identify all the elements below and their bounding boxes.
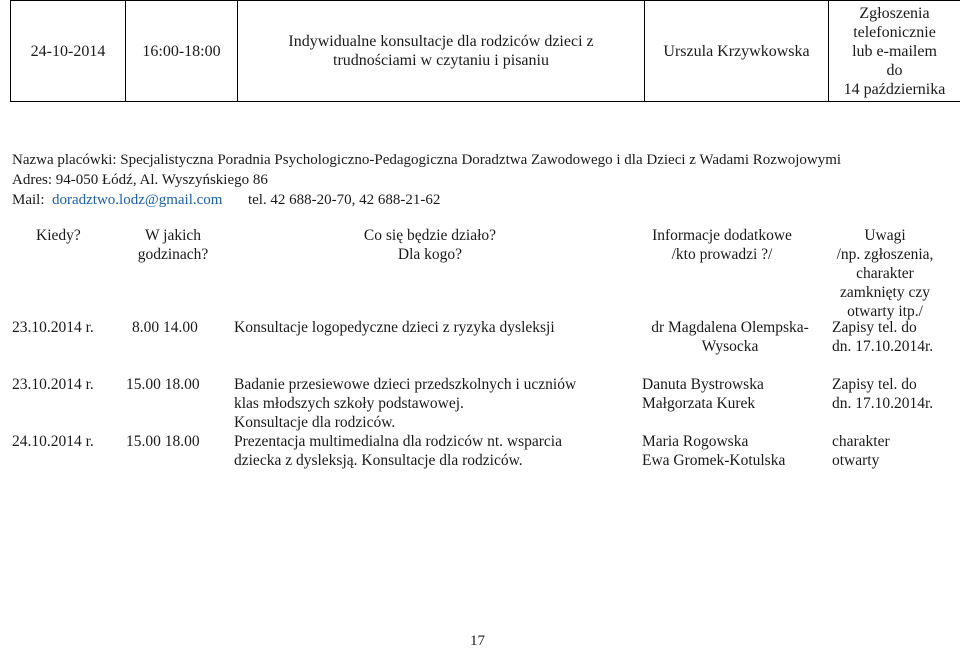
row-description-line: Konsultacje logopedyczne dzieci z ryzyka dysleksji [234, 319, 555, 336]
header-what-line: Co się będzie działo? [363, 227, 497, 244]
header-what [320, 226, 540, 264]
row-notes-line: otwarty [832, 452, 880, 469]
row-lead-line: Maria Rogowska [642, 433, 749, 450]
row-description-line: klas młodszych szkoły podstawowej. [234, 395, 464, 412]
row-notes-line: dn. 17.10.2014r. [832, 338, 934, 355]
signup-line: Zgłoszenia [859, 4, 930, 22]
row-lead-line: Wysocka [701, 338, 759, 355]
row-description-line: Badanie przesiewowe dzieci przedszkolnych i uczniów [234, 376, 577, 393]
row-time: 8.00 14.00 [132, 319, 198, 336]
facility-address-line [12, 170, 268, 190]
facility-name-line [12, 150, 841, 170]
signup-line: 14 października [843, 80, 946, 98]
row-lead [642, 375, 764, 413]
facility-name-label: Nazwa placówki: [12, 152, 117, 168]
facility-contact-line [12, 190, 440, 210]
row-description-line: dziecka z dysleksją. Konsultacje dla rodziców. [234, 452, 523, 469]
event-summary-row [11, 1, 960, 102]
header-notes-line: /np. zgłoszenia, [836, 246, 934, 263]
row-notes [832, 432, 890, 470]
header-hours-line: godzinach? [137, 246, 209, 263]
event-signup [829, 1, 960, 102]
row-notes-line: charakter [832, 433, 890, 450]
facility-phone: tel. 42 688-20-70, 42 688-21-62 [247, 192, 441, 208]
event-date: 24-10-2014 [11, 1, 126, 102]
header-notes-line: otwarty itp./ [847, 303, 923, 320]
row-description-line: Konsultacje dla rodziców. [234, 414, 396, 431]
facility-mail-label: Mail: [12, 192, 45, 208]
event-title-line: Indywidualne konsultacje dla rodziców dzieci z [288, 33, 594, 50]
header-hours [125, 226, 221, 264]
header-info-line: Informacje dodatkowe [652, 227, 792, 244]
event-summary-table [10, 0, 960, 102]
header-info-line: /kto prowadzi ?/ [671, 246, 773, 263]
header-notes [820, 226, 950, 321]
event-time: 16:00-18:00 [126, 1, 238, 102]
row-lead-line: Małgorzata Kurek [642, 395, 756, 412]
header-when: Kiedy? [36, 227, 81, 244]
row-lead-line: dr Magdalena Olempska- [651, 319, 809, 336]
row-lead [640, 318, 820, 356]
row-description-line: Prezentacja multimedialna dla rodziców nt. wsparcia [234, 433, 562, 450]
row-time: 15.00 18.00 [126, 433, 200, 450]
header-info [632, 226, 812, 264]
facility-mail-link[interactable]: doradztwo.lodz@gmail.com [52, 192, 223, 208]
facility-name: Specjalistyczna Poradnia Psychologiczno-Pedagogiczna Doradztwa Zawodowego i dla Dzieci z Wadami Rozwojowymi [120, 152, 842, 168]
header-notes-line: zamknięty czy [840, 284, 930, 301]
header-notes-line: charakter [856, 265, 914, 282]
header-hours-line: W jakich [144, 227, 202, 244]
row-notes [832, 318, 933, 356]
signup-line: telefonicznie [853, 23, 936, 41]
row-date: 24.10.2014 r. [12, 433, 94, 450]
event-title [238, 1, 645, 102]
row-time: 15.00 18.00 [126, 376, 200, 393]
row-date: 23.10.2014 r. [12, 376, 94, 393]
row-lead-line: Ewa Gromek-Kotulska [642, 452, 786, 469]
row-description [234, 318, 555, 337]
facility-address-label: Adres: [12, 172, 52, 188]
facility-address: 94-050 Łódź, Al. Wyszyńskiego 86 [55, 172, 268, 188]
row-notes-line: Zapisy tel. do [832, 376, 917, 393]
event-person: Urszula Krzywkowska [645, 1, 829, 102]
row-description [234, 432, 562, 470]
event-title-line: trudnościami w czytaniu i pisaniu [333, 52, 549, 69]
row-lead [642, 432, 785, 470]
header-what-line: Dla kogo? [397, 246, 463, 263]
signup-line: lub e-mailem [852, 42, 937, 60]
signup-line: do [886, 61, 903, 79]
row-notes-line: Zapisy tel. do [832, 319, 917, 336]
page-number: 17 [470, 633, 485, 649]
header-notes-line: Uwagi [864, 227, 906, 244]
row-date: 23.10.2014 r. [12, 319, 94, 336]
row-description [234, 375, 576, 432]
row-lead-line: Danuta Bystrowska [642, 376, 764, 393]
row-notes-line: dn. 17.10.2014r. [832, 395, 934, 412]
row-notes [832, 375, 933, 413]
